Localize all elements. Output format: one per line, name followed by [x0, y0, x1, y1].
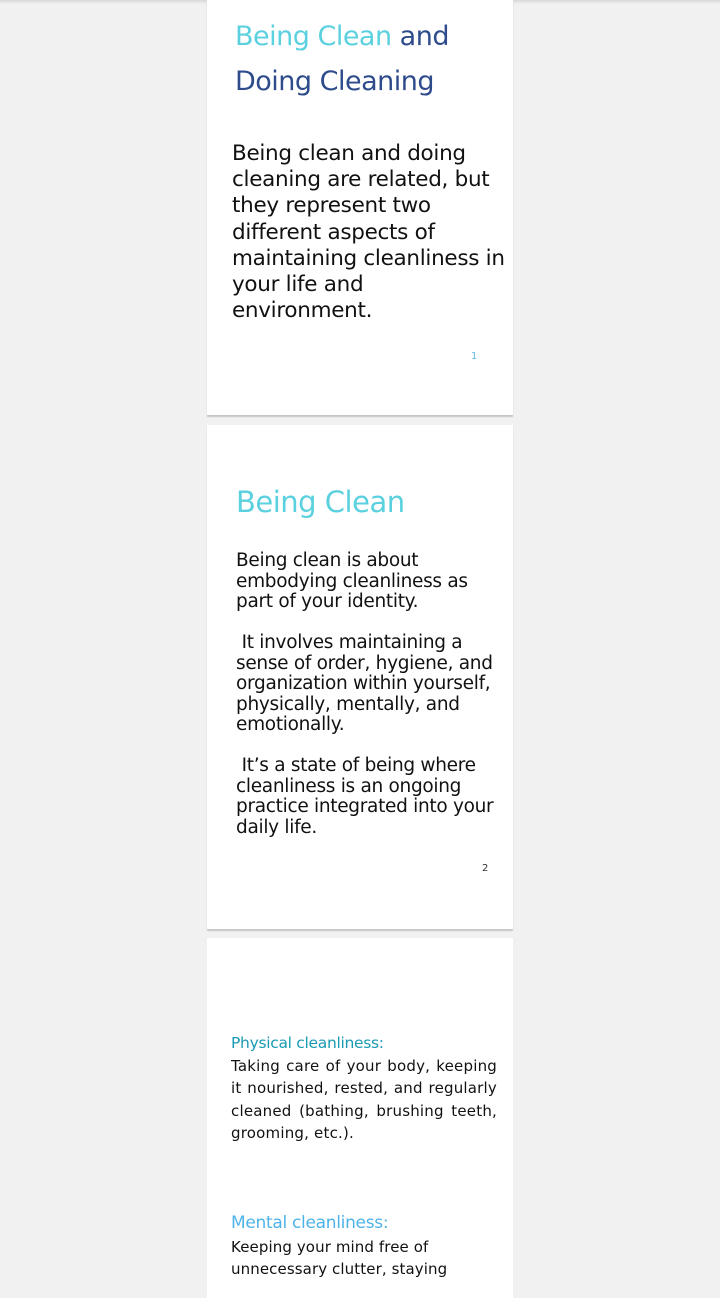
page-2-body	[236, 551, 506, 859]
section-heading-physical: Physical cleanliness:	[231, 1034, 384, 1052]
paragraph: It’s a state of being where cleanliness is an ongoing practice integrated into your daily life.	[236, 755, 499, 838]
page-1-title	[235, 14, 449, 104]
paragraph: It involves maintaining a sense of order, hygiene, and organization within yourself, physically, mentally, and emotionally.	[236, 632, 499, 735]
page-number: 2	[482, 863, 489, 874]
title-connector: and	[391, 21, 449, 52]
paragraph: Being clean is about embodying cleanliness as part of your identity.	[236, 550, 468, 612]
page-number: 1	[471, 351, 478, 362]
section-text-mental: Keeping your mind free of unnecessary clutter, staying	[231, 1238, 448, 1279]
document-page-2[interactable]	[207, 425, 513, 929]
title-line-2: Doing Cleaning	[235, 66, 435, 97]
page-2-title: Being Clean	[236, 485, 405, 519]
section-heading-mental: Mental cleanliness:	[231, 1213, 389, 1233]
page-1-body: Being clean and doing cleaning are related, but they represent two different aspects of maintaining cleanliness in your life and environment.	[232, 141, 505, 324]
document-page-3[interactable]	[207, 938, 513, 1298]
section-text-physical: Taking care of your body, keeping it nourished, rested, and regularly cleaned (bathing, brushing teeth, grooming, etc.).	[231, 1057, 497, 1142]
document-page-1[interactable]	[207, 0, 513, 415]
title-highlight: Being Clean	[235, 21, 392, 52]
